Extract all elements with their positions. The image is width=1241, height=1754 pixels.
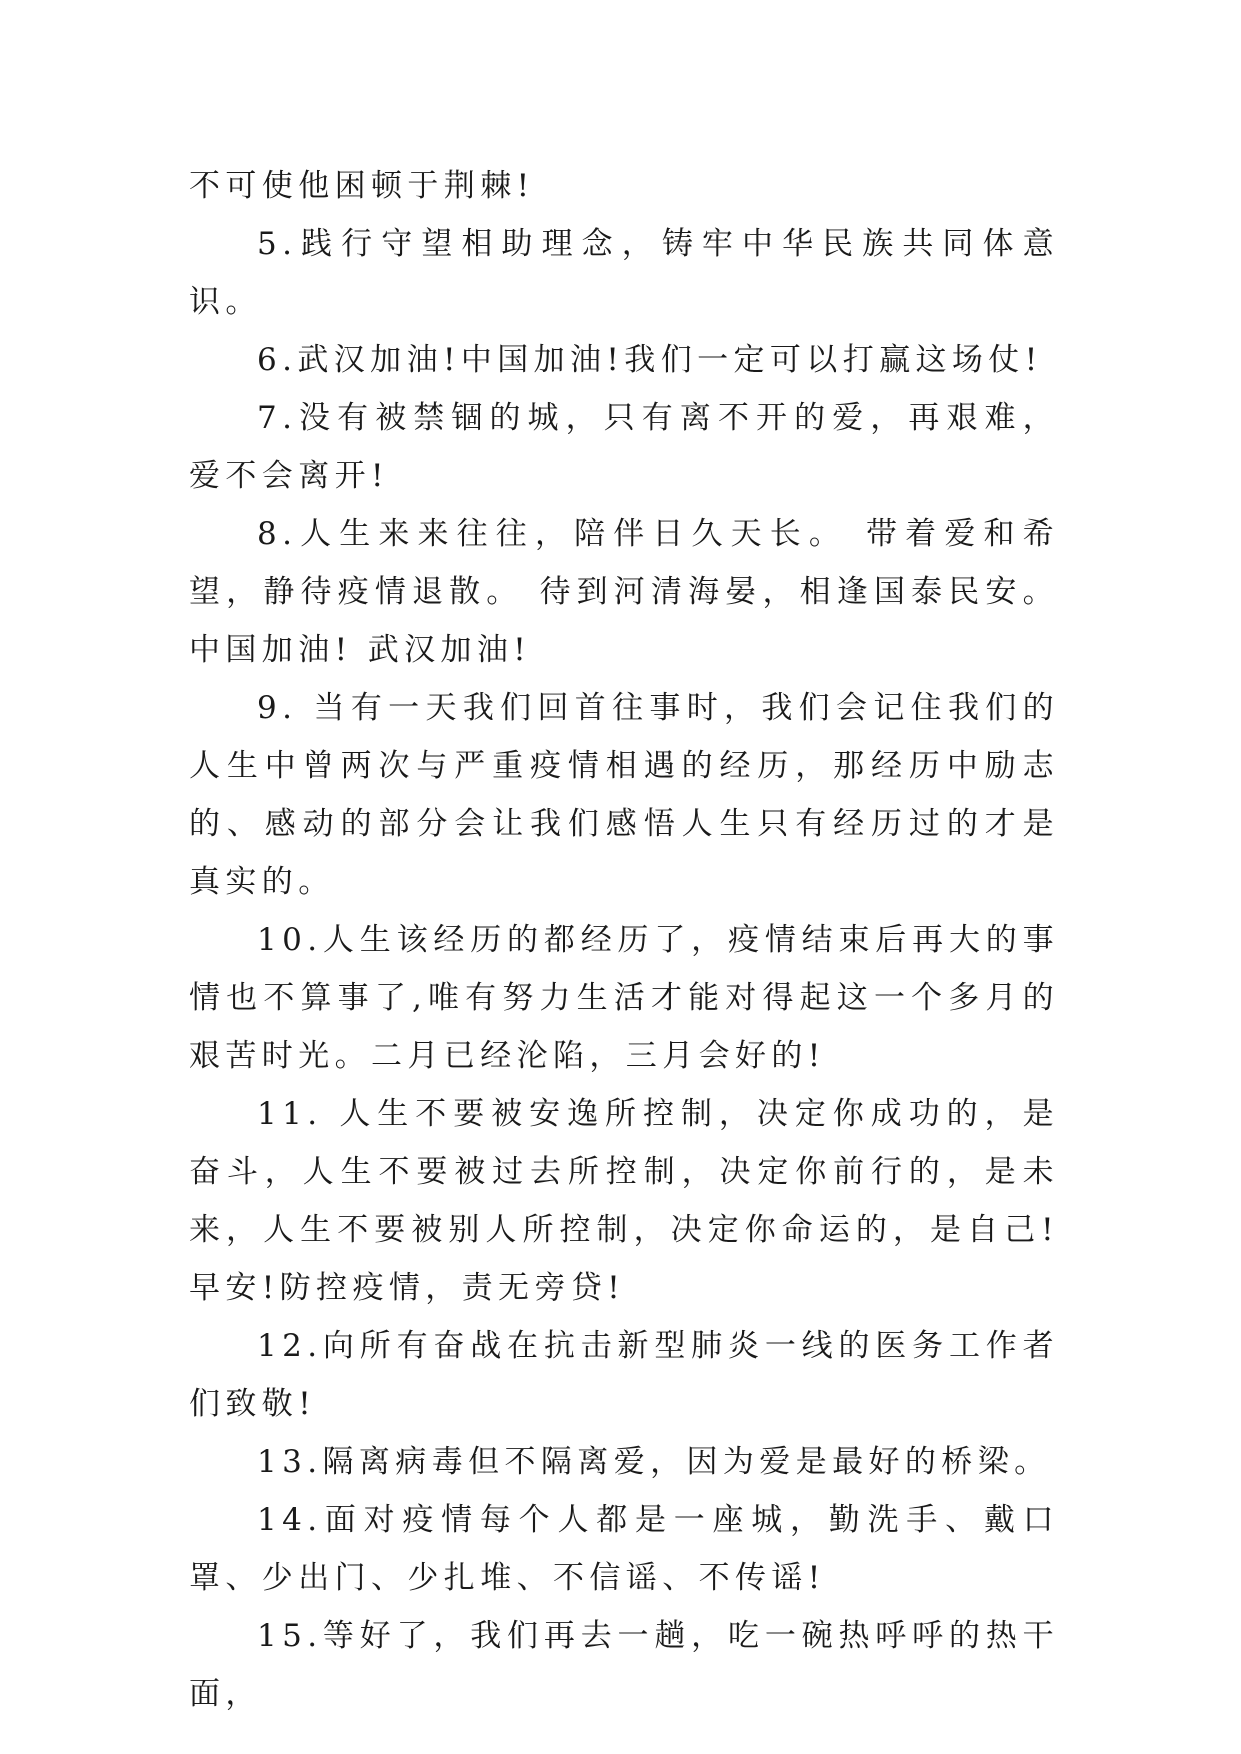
- paragraph-10: 14.面对疫情每个人都是一座城，勤洗手、戴口罩、少出门、少扎堆、不信谣、不传谣!: [189, 1502, 1059, 1596]
- paragraph-0: 不可使他困顿于荆棘!: [189, 168, 535, 204]
- paragraph-5: 9. 当有一天我们回首往事时，我们会记住我们的人生中曾两次与严重疫情相遇的经历，那经历中励志的、感动的部分会让我们感悟人生只有经历过的才是真实的。: [189, 690, 1059, 900]
- paragraph-11: 15.等好了，我们再去一趟，吃一碗热呼呼的热干面，: [189, 1618, 1059, 1712]
- paragraph-1: 5.践行守望相助理念，铸牢中华民族共同体意识。: [189, 226, 1059, 320]
- paragraph-6: 10.人生该经历的都经历了，疫情结束后再大的事情也不算事了,唯有努力生活才能对得起这一个多月的艰苦时光。二月已经沦陷，三月会好的!: [189, 922, 1059, 1074]
- paragraph-9: 13.隔离病毒但不隔离爱，因为爱是最好的桥梁。: [257, 1444, 1051, 1480]
- document-body: [189, 157, 1059, 1723]
- paragraph-2: 6.武汉加油!中国加油!我们一定可以打赢这场仗!: [257, 342, 1043, 378]
- paragraph-3: 7.没有被禁锢的城，只有离不开的爱，再艰难，爱不会离开!: [189, 400, 1059, 494]
- paragraph-8: 12.向所有奋战在抗击新型肺炎一线的医务工作者们致敬!: [189, 1328, 1059, 1422]
- paragraph-4: 8.人生来来往往，陪伴日久天长。 带着爱和希望，静待疫情退散。 待到河清海晏，相逢国泰民安。 中国加油! 武汉加油!: [189, 516, 1059, 668]
- paragraph-7: 11. 人生不要被安逸所控制，决定你成功的，是奋斗，人生不要被过去所控制，决定你前行的，是未来，人生不要被别人所控制，决定你命运的，是自己!早安!防控疫情，责无旁贷!: [189, 1096, 1059, 1306]
